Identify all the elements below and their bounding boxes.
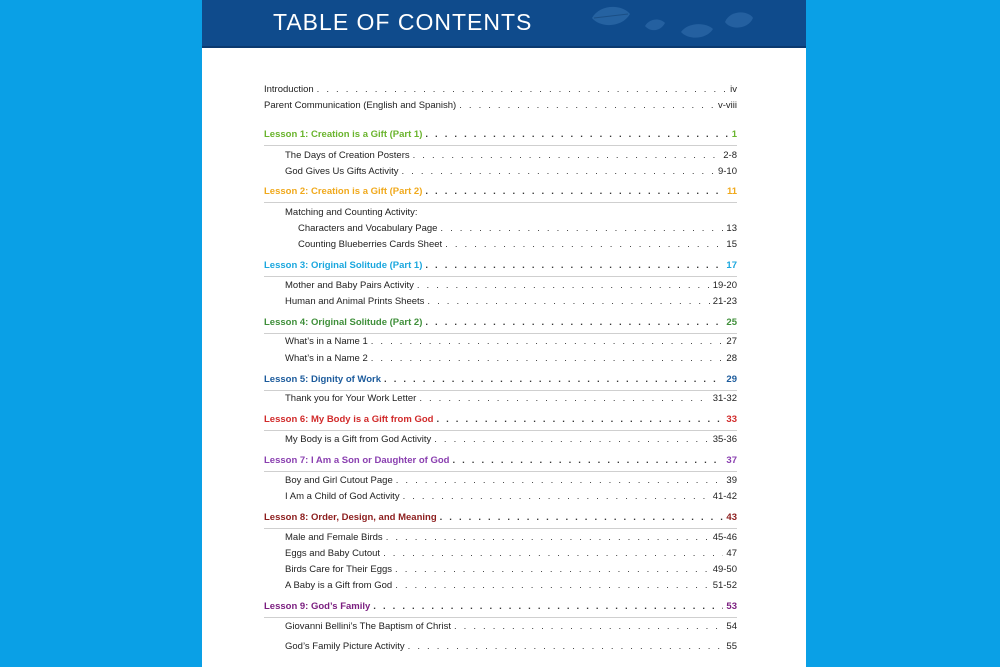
toc-entry[interactable] xyxy=(285,548,737,564)
toc-entry-page: 45-46 xyxy=(712,532,737,543)
dot-leader xyxy=(454,621,723,632)
dot-leader xyxy=(395,564,710,575)
dot-leader xyxy=(413,150,721,161)
lesson-page: 33 xyxy=(726,414,737,425)
toc-entry-title: God Gives Us Gifts Activity xyxy=(285,166,399,177)
toc-entry-page: iv xyxy=(730,84,737,95)
dot-leader xyxy=(440,223,723,234)
leaf-icon xyxy=(644,18,666,32)
divider xyxy=(264,430,737,431)
dot-leader xyxy=(384,374,723,385)
divider xyxy=(264,617,737,618)
divider xyxy=(264,471,737,472)
toc-entry-page: 35-36 xyxy=(712,434,737,445)
toc-entry-page: 31-32 xyxy=(712,393,737,404)
divider xyxy=(264,333,737,334)
toc-entry[interactable] xyxy=(285,166,737,182)
toc-entry-page: 47 xyxy=(726,548,737,559)
leaf-icon xyxy=(680,22,714,40)
toc-entry-title: Birds Care for Their Eggs xyxy=(285,564,393,575)
document-page xyxy=(202,0,806,667)
toc-entry-parent-communication[interactable] xyxy=(264,100,737,116)
toc-entry-page: 39 xyxy=(726,475,737,486)
lesson-title: Lesson 1: Creation is a Gift (Part 1) xyxy=(264,129,423,140)
dot-leader xyxy=(383,548,723,559)
dot-leader xyxy=(373,601,723,612)
toc-entry[interactable] xyxy=(285,353,737,369)
dot-leader xyxy=(427,296,709,307)
lesson-page: 1 xyxy=(731,129,737,140)
toc-lesson-8[interactable] xyxy=(264,512,737,528)
toc-entry-title: What’s in a Name 1 xyxy=(285,336,368,347)
toc-entry-title: Eggs and Baby Cutout xyxy=(285,548,381,559)
dot-leader xyxy=(425,260,723,271)
toc-entry[interactable] xyxy=(298,239,737,255)
dot-leader xyxy=(408,641,724,652)
toc-entry[interactable] xyxy=(285,491,737,507)
lesson-page: 53 xyxy=(726,601,737,612)
lesson-title: Lesson 3: Original Solitude (Part 1) xyxy=(264,260,423,271)
toc-entry-title: The Days of Creation Posters xyxy=(285,150,410,161)
page-title: TABLE OF CONTENTS xyxy=(273,9,533,35)
dot-leader xyxy=(395,580,710,591)
toc-entry-page: 55 xyxy=(726,641,737,652)
toc-entry[interactable] xyxy=(285,475,737,491)
lesson-page: 25 xyxy=(726,317,737,328)
toc-lesson-9[interactable] xyxy=(264,601,737,617)
toc-entry-title: Male and Female Birds xyxy=(285,532,383,543)
lesson-title: Lesson 6: My Body is a Gift from God xyxy=(264,414,434,425)
dot-leader xyxy=(436,414,723,425)
toc-entry[interactable] xyxy=(285,621,737,637)
toc-lesson-1[interactable] xyxy=(264,129,737,145)
lesson-page: 11 xyxy=(726,186,737,197)
dot-leader xyxy=(452,455,723,466)
dot-leader xyxy=(371,353,724,364)
leaf-icon xyxy=(590,4,632,28)
toc-lesson-3[interactable] xyxy=(264,260,737,276)
toc-entry[interactable] xyxy=(285,393,737,409)
divider xyxy=(264,145,737,146)
toc-entry-title: Parent Communication (English and Spanish) xyxy=(264,100,457,111)
toc-entry-title: Boy and Girl Cutout Page xyxy=(285,475,393,486)
toc-entry[interactable] xyxy=(285,580,737,596)
dot-leader xyxy=(419,393,709,404)
lesson-page: 43 xyxy=(726,512,737,523)
toc-entry[interactable] xyxy=(285,532,737,548)
toc-entry-page: 15 xyxy=(726,239,737,250)
toc-entry-title: Human and Animal Prints Sheets xyxy=(285,296,425,307)
lesson-title: Lesson 4: Original Solitude (Part 2) xyxy=(264,317,423,328)
toc-lesson-5[interactable] xyxy=(264,374,737,390)
toc-entry-page: 27 xyxy=(726,336,737,347)
toc-entry-page: 54 xyxy=(726,621,737,632)
toc-lesson-7[interactable] xyxy=(264,455,737,471)
toc-entry-title: Thank you for Your Work Letter xyxy=(285,393,417,404)
toc-entry-introduction[interactable] xyxy=(264,84,737,100)
lesson-page: 17 xyxy=(726,260,737,271)
dot-leader xyxy=(425,129,728,140)
dot-leader xyxy=(317,84,727,95)
divider xyxy=(264,390,737,391)
toc-entry-title: Introduction xyxy=(264,84,314,95)
dot-leader xyxy=(403,491,710,502)
leaf-icon xyxy=(724,10,754,30)
toc-group-title: Matching and Counting Activity: xyxy=(285,207,418,218)
toc-entry[interactable] xyxy=(298,223,737,239)
divider xyxy=(264,528,737,529)
dot-leader xyxy=(386,532,710,543)
dot-leader xyxy=(371,336,724,347)
toc-entry-page: 21-23 xyxy=(712,296,737,307)
lesson-title: Lesson 7: I Am a Son or Daughter of God xyxy=(264,455,450,466)
toc-entry-title: My Body is a Gift from God Activity xyxy=(285,434,432,445)
dot-leader xyxy=(396,475,724,486)
dot-leader xyxy=(417,280,710,291)
toc-lesson-4[interactable] xyxy=(264,317,737,333)
toc-entry[interactable] xyxy=(285,150,737,166)
lesson-page: 29 xyxy=(726,374,737,385)
toc-entry-title: Giovanni Bellini’s The Baptism of Christ xyxy=(285,621,451,632)
dot-leader xyxy=(440,512,724,523)
toc-entry-title: Mother and Baby Pairs Activity xyxy=(285,280,414,291)
lesson-title: Lesson 8: Order, Design, and Meaning xyxy=(264,512,437,523)
toc-entry[interactable] xyxy=(285,280,737,296)
toc-entry[interactable] xyxy=(285,336,737,352)
toc-entry-page: 49-50 xyxy=(712,564,737,575)
lesson-title: Lesson 2: Creation is a Gift (Part 2) xyxy=(264,186,423,197)
toc-entry-title: God’s Family Picture Activity xyxy=(285,641,405,652)
toc-entry-title: Counting Blueberries Cards Sheet xyxy=(298,239,443,250)
dot-leader xyxy=(445,239,723,250)
toc-entry[interactable] xyxy=(285,641,737,657)
toc-entry-title: A Baby is a Gift from God xyxy=(285,580,393,591)
toc-entry-page: v-viii xyxy=(718,100,737,111)
divider xyxy=(264,276,737,277)
dot-leader xyxy=(425,317,723,328)
lesson-title: Lesson 5: Dignity of Work xyxy=(264,374,382,385)
dot-leader xyxy=(434,434,709,445)
toc-entry-page: 41-42 xyxy=(712,491,737,502)
toc-entry-page: 28 xyxy=(726,353,737,364)
toc-entry-page: 13 xyxy=(726,223,737,234)
lesson-page: 37 xyxy=(726,455,737,466)
toc-entry-title: What’s in a Name 2 xyxy=(285,353,368,364)
toc-entry-title: Characters and Vocabulary Page xyxy=(298,223,438,234)
header-banner xyxy=(202,0,806,48)
toc-entry-page: 19-20 xyxy=(712,280,737,291)
toc-lesson-2[interactable] xyxy=(264,186,737,202)
toc-lesson-6[interactable] xyxy=(264,414,737,430)
toc-entry[interactable] xyxy=(285,434,737,450)
divider xyxy=(264,202,737,203)
toc-entry-title: I Am a Child of God Activity xyxy=(285,491,400,502)
lesson-title: Lesson 9: God’s Family xyxy=(264,601,371,612)
dot-leader xyxy=(459,100,715,111)
toc-entry-page: 2-8 xyxy=(723,150,737,161)
toc-entry[interactable] xyxy=(285,296,737,312)
toc-entry-page: 9-10 xyxy=(717,166,737,177)
dot-leader xyxy=(402,166,715,177)
toc-entry-page: 51-52 xyxy=(712,580,737,591)
toc-group-heading xyxy=(285,207,737,223)
dot-leader xyxy=(425,186,724,197)
toc-entry[interactable] xyxy=(285,564,737,580)
